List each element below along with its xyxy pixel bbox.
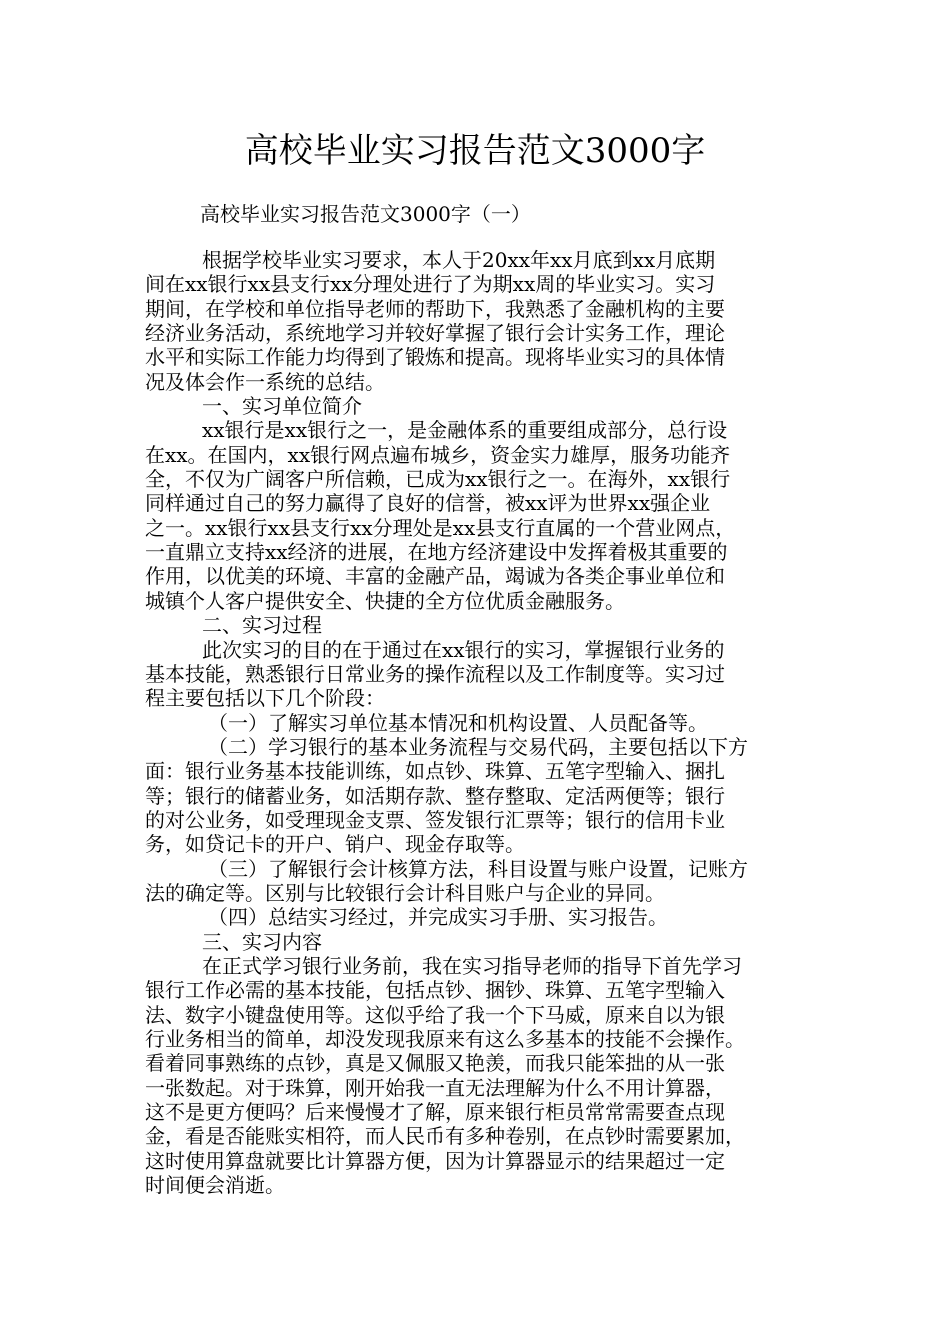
text-line: 此次实习的目的在于通过在xx银行的实习，掌握银行业务的 (202, 637, 725, 662)
document-body (145, 248, 815, 1197)
text-line: 这不是更方便吗？后来慢慢才了解，原来银行柜员常常需要查点现 (145, 1100, 725, 1125)
text-line: 金，看是否能账实相符，而人民币有多种卷别，在点钞时需要累加， (145, 1124, 745, 1149)
text-line: 务，如贷记卡的开户、销户、现金存取等。 (145, 832, 525, 857)
text-line: xx银行是xx银行之一，是金融体系的重要组成部分，总行设 (202, 418, 728, 443)
text-line: （三）了解银行会计核算方法，科目设置与账户设置，记账方 (208, 856, 748, 881)
text-line: 全，不仅为广阔客户所信赖，已成为xx银行之一。在海外，xx银行 (145, 467, 731, 492)
text-line: 看着同事熟练的点钞，真是又佩服又艳羡，而我只能笨拙的从一张 (145, 1051, 725, 1076)
text-line: 等；银行的储蓄业务，如活期存款、整存整取、定活两便等；银行 (145, 783, 725, 808)
text-line: 法、数字小键盘使用等。这似乎给了我一个下马威，原来自以为银 (145, 1002, 725, 1027)
text-line: 一张数起。对于珠算，刚开始我一直无法理解为什么不用计算器， (145, 1075, 725, 1100)
text-line: 作用，以优美的环境、丰富的金融产品，竭诚为各类企事业单位和 (145, 564, 725, 589)
text-line: 时间便会消逝。 (145, 1173, 285, 1198)
text-line: 经济业务活动，系统地学习并较好掌握了银行会计实务工作，理论 (145, 321, 725, 346)
document-title: 高校毕业实习报告范文3000字 (244, 131, 706, 171)
text-line: 银行工作必需的基本技能，包括点钞、捆钞、珠算、五笔字型输入 (145, 978, 725, 1003)
text-line: 之一。xx银行xx县支行xx分理处是xx县支行直属的一个营业网点， (145, 515, 736, 540)
text-line: 城镇个人客户提供安全、快捷的全方位优质金融服务。 (145, 588, 625, 613)
text-line: 水平和实际工作能力均得到了锻炼和提高。现将毕业实习的具体情 (145, 345, 725, 370)
document-subtitle: 高校毕业实习报告范文3000字（一） (200, 202, 531, 226)
text-line: 在正式学习银行业务前，我在实习指导老师的指导下首先学习 (202, 953, 742, 978)
text-line: 况及体会作一系统的总结。 (145, 369, 385, 394)
text-line: 期间，在学校和单位指导老师的帮助下，我熟悉了金融机构的主要 (145, 296, 725, 321)
text-line: 面：银行业务基本技能训练，如点钞、珠算、五笔字型输入、捆扎 (145, 759, 725, 784)
text-line: （二）学习银行的基本业务流程与交易代码，主要包括以下方 (208, 734, 748, 759)
text-line: 这时使用算盘就要比计算器方便，因为计算器显示的结果超过一定 (145, 1148, 725, 1173)
text-line: 间在xx银行xx县支行xx分理处进行了为期xx周的毕业实习。实习 (145, 272, 716, 297)
text-line: 二、实习过程 (202, 613, 322, 638)
text-line: 一、实习单位简介 (202, 394, 362, 419)
text-line: 基本技能，熟悉银行日常业务的操作流程以及工作制度等。实习过 (145, 661, 725, 686)
text-line: 程主要包括以下几个阶段： (145, 686, 385, 711)
text-line: 三、实习内容 (202, 929, 322, 954)
text-line: （一）了解实习单位基本情况和机构设置、人员配备等。 (208, 710, 708, 735)
text-line: （四）总结实习经过，并完成实习手册、实习报告。 (208, 905, 668, 930)
text-line: 同样通过自己的努力赢得了良好的信誉，被xx评为世界xx强企业 (145, 491, 711, 516)
text-line: 根据学校毕业实习要求，本人于20xx年xx月底到xx月底期 (202, 248, 716, 272)
text-line: 一直鼎立支持xx经济的进展，在地方经济建设中发挥着极其重要的 (145, 540, 728, 565)
text-line: 行业务相当的简单，却没发现我原来有这么多基本的技能不会操作。 (145, 1027, 745, 1051)
text-line: 在xx。在国内，xx银行网点遍布城乡，资金实力雄厚，服务功能齐 (145, 442, 731, 467)
text-line: 的对公业务，如受理现金支票、签发银行汇票等；银行的信用卡业 (145, 807, 725, 832)
text-line: 法的确定等。区别与比较银行会计科目账户与企业的异同。 (145, 880, 665, 905)
